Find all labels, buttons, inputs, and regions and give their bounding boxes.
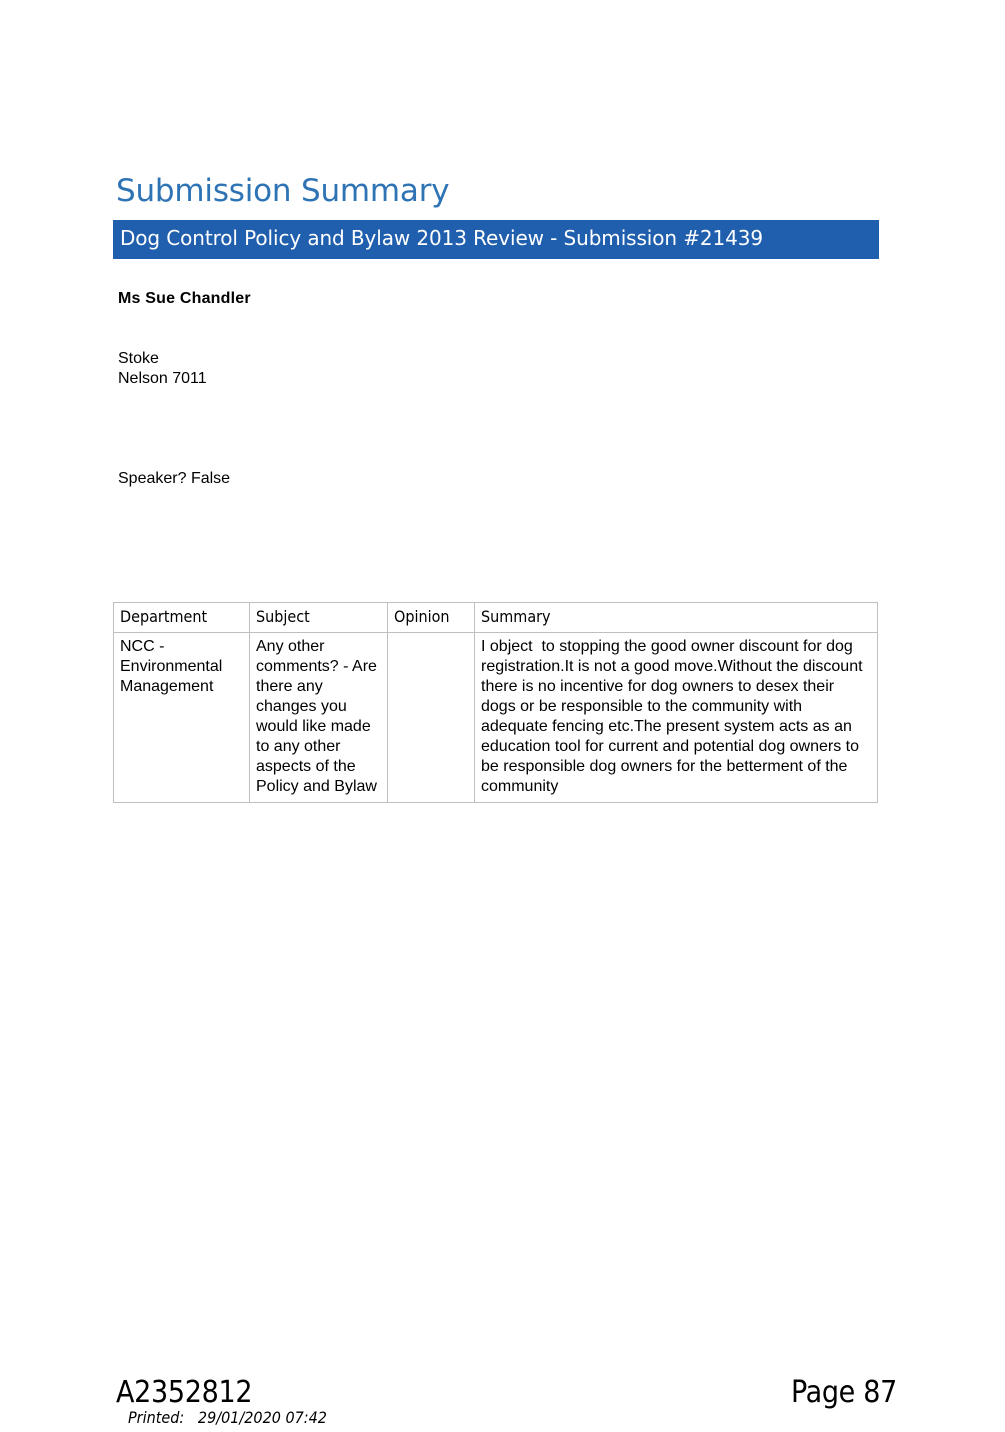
speaker-status: Speaker? False: [118, 470, 231, 487]
submission-banner: [113, 220, 879, 259]
submission-banner-label: Dog Control Policy and Bylaw 2013 Review - Submission #21439: [120, 226, 763, 250]
cell-summary: I object to stopping the good owner discount for dog registration.It is not a good move.Without the discount there is no incentive for dog owners to desex their dogs or be responsible to the community with adequate fencing etc.The present system acts as an education tool for current and potential dog owners to be responsible dog owners for the betterment of the community: [475, 633, 878, 803]
column-header-summary: Summary: [475, 603, 878, 633]
submitter-address-line-1: Stoke: [118, 350, 159, 367]
cell-subject: Any other comments? - Are there any changes you would like made to any other aspects of the Policy and Bylaw: [250, 633, 388, 803]
cell-department: NCC - Environmental Management: [114, 633, 250, 803]
column-header-subject: Subject: [250, 603, 388, 633]
page-title: Submission Summary: [116, 172, 450, 209]
footer-document-id: A2352812: [116, 1375, 253, 1410]
column-header-opinion: Opinion: [388, 603, 475, 633]
submitter-name: Ms Sue Chandler: [118, 290, 251, 307]
cell-opinion: [388, 633, 475, 803]
column-header-department: Department: [114, 603, 250, 633]
footer-printed-timestamp: Printed: 29/01/2020 07:42: [128, 1408, 327, 1427]
table-header-row: [114, 603, 878, 633]
submitter-address-line-2: Nelson 7011: [118, 370, 207, 387]
table-row: [114, 633, 878, 803]
footer-page-number: Page 87: [790, 1375, 897, 1410]
submission-table: [113, 602, 878, 803]
